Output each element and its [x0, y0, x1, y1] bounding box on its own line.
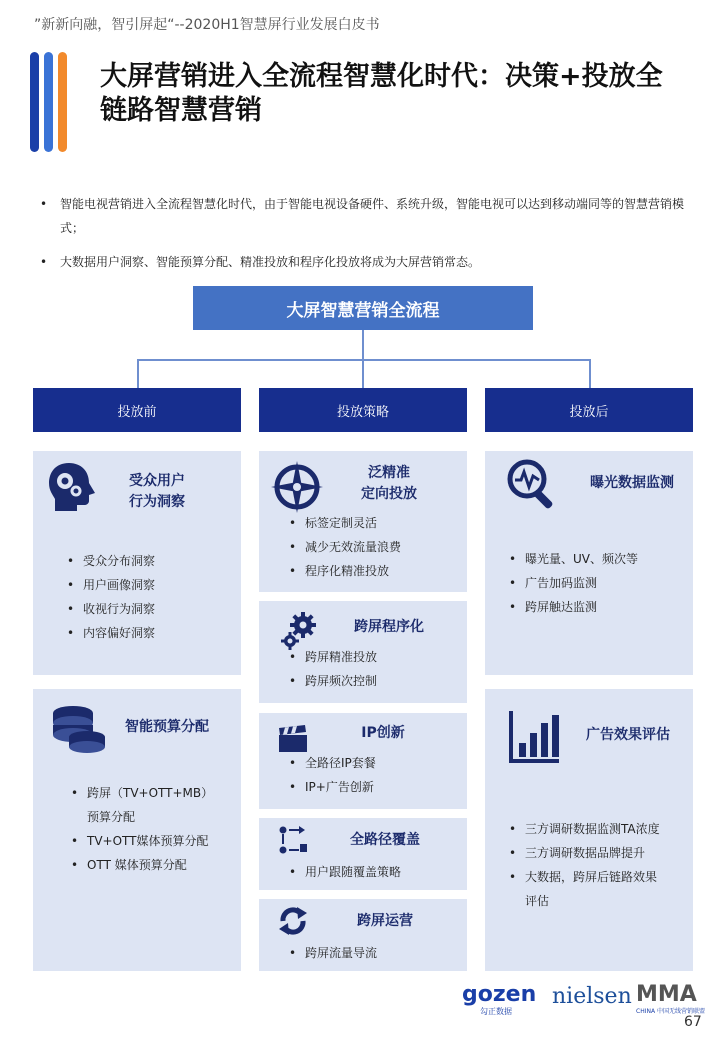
page-number: 67 — [684, 1014, 702, 1030]
card-full-path-coverage — [259, 818, 467, 890]
list-item: • 跨屏精准投放 — [285, 645, 377, 669]
card-programmatic — [259, 601, 467, 703]
list-item: • 跨屏频次控制 — [285, 669, 377, 693]
list-item: • 全路径IP套餐 — [285, 751, 376, 775]
footer-logos — [460, 982, 710, 1016]
list-item: • 三方调研数据监测TA浓度 — [505, 817, 660, 841]
gozen-logo-subtitle: 勾正数据 — [480, 1007, 512, 1016]
page-title: 大屏营销进入全流程智慧化时代：决策+投放全链路智慧营销 — [100, 61, 663, 126]
card-title-line: 行为洞察 — [129, 494, 185, 510]
list-item: • 程序化精准投放 — [285, 559, 401, 583]
list-item: • 标签定制灵活 — [285, 511, 401, 535]
card-smart-budget — [33, 689, 241, 971]
card-title-line: 定向投放 — [361, 486, 417, 502]
intro-bullets — [38, 192, 688, 284]
connector-line — [362, 359, 364, 388]
coins-stack-icon — [49, 703, 109, 755]
list-item: • 减少无效流量浪费 — [285, 535, 401, 559]
list-item: • 用户跟随覆盖策略 — [285, 860, 401, 884]
list-item-continued: 预算分配 — [87, 810, 136, 824]
stage-after: 投放后 — [485, 388, 693, 432]
card-ip-innovation — [259, 713, 467, 809]
card-exposure-monitoring — [485, 451, 693, 675]
list-item: • 用户画像洞察 — [63, 573, 155, 597]
bar-chart-icon — [509, 711, 559, 763]
card-title: 全路径覆盖 — [350, 832, 420, 848]
list-item: • 大数据，跨屏后链路效果 — [505, 865, 660, 889]
list-item: • 跨屏（TV+OTT+MB） — [67, 781, 213, 805]
connector-line — [362, 330, 364, 360]
card-title: IP创新 — [361, 725, 405, 741]
card-cross-screen-operation — [259, 899, 467, 971]
compass-icon — [269, 459, 325, 515]
title-stripes-icon — [30, 52, 72, 152]
list-item: • 跨屏触达监测 — [505, 595, 638, 619]
mma-logo-subtitle: CHINA 中国无线营销联盟 — [636, 1008, 705, 1015]
stage-strategy: 投放策略 — [259, 388, 467, 432]
gozen-logo: gozen — [462, 982, 537, 1007]
card-targeting — [259, 451, 467, 592]
refresh-icon — [277, 905, 309, 937]
mma-logo: MMA — [636, 982, 697, 1007]
flow-nodes-icon — [279, 826, 309, 854]
list-item: • 广告加码监测 — [505, 571, 638, 595]
list-item: • 三方调研数据品牌提升 — [505, 841, 660, 865]
nielsen-logo: nielsen — [552, 984, 632, 1009]
header-text: ”新新向融，智引屏起“--2020H1智慧屏行业发展白皮书 — [34, 17, 380, 33]
card-title: 跨屏程序化 — [354, 619, 424, 635]
intro-bullet: • 智能电视营销进入全流程智慧化时代，由于智能电视设备硬件、系统升级，智能电视可以达到移动端同等的智慧营销模式； — [38, 192, 688, 240]
stage-before: 投放前 — [33, 388, 241, 432]
list-item: • TV+OTT媒体预算分配 — [67, 829, 213, 853]
card-title: 智能预算分配 — [125, 719, 209, 735]
list-item: • 受众分布洞察 — [63, 549, 155, 573]
card-title: 曝光数据监测 — [590, 475, 674, 491]
list-item: • 收视行为洞察 — [63, 597, 155, 621]
card-ad-effectiveness — [485, 689, 693, 971]
list-item: • OTT 媒体预算分配 — [67, 853, 213, 877]
flow-title: 大屏智慧营销全流程 — [193, 286, 533, 330]
list-item: • 曝光量、UV、频次等 — [505, 547, 638, 571]
magnifier-pulse-icon — [505, 457, 561, 513]
card-audience-insight — [33, 451, 241, 675]
list-item: • IP+广告创新 — [285, 775, 376, 799]
intro-bullet: • 大数据用户洞察、智能预算分配、精准投放和程序化投放将成为大屏营销常态。 — [38, 250, 688, 274]
connector-line — [137, 359, 139, 388]
card-title-line: 泛精准 — [368, 465, 410, 481]
list-item: • 跨屏流量导流 — [285, 941, 377, 965]
list-item-continued: 评估 — [525, 894, 550, 908]
head-gears-icon — [45, 459, 101, 515]
card-title: 跨屏运营 — [357, 913, 413, 929]
card-title: 广告效果评估 — [586, 727, 670, 743]
list-item: • 内容偏好洞察 — [63, 621, 155, 645]
connector-line — [589, 359, 591, 388]
card-title-line: 受众用户 — [129, 473, 185, 489]
clapperboard-icon — [277, 725, 309, 753]
